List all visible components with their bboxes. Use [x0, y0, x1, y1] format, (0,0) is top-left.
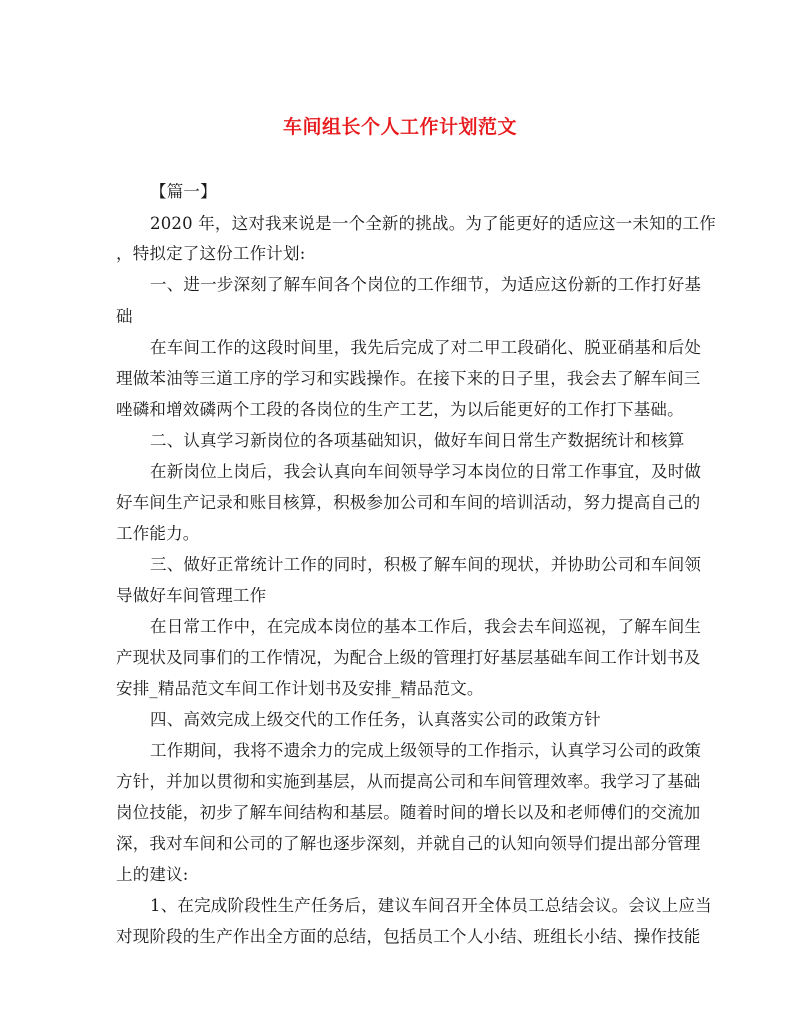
heading-line: 础: [116, 307, 133, 326]
section-heading-part-one: 【篇一】: [150, 182, 217, 201]
paragraph-line: ，特拟定了这份工作计划:: [116, 244, 306, 263]
heading-line: 一、进一步深刻了解车间各个岗位的工作细节，为适应这份新的工作打好基: [150, 275, 702, 294]
heading-line: 二、认真学习新岗位的各项基础知识，做好车间日常生产数据统计和核算: [150, 431, 685, 450]
paragraph-line: 理做苯油等三道工序的学习和实践操作。在接下来的日子里，我会去了解车间三: [116, 369, 701, 388]
paragraph-line: 唑磷和增效磷两个工段的各岗位的生产工艺，为以后能更好的工作打下基础。: [116, 400, 684, 419]
paragraph-line: 产现状及同事们的工作情况，为配合上级的管理打好基层基础车间工作计划书及: [116, 648, 701, 667]
heading-line: 四、高效完成上级交代的工作任务，认真落实公司的政策方针: [150, 710, 601, 729]
paragraph-line: 方针，并加以贯彻和实施到基层，从而提高公司和车间管理效率。我学习了基础: [116, 772, 701, 791]
paragraph-line: 在新岗位上岗后，我会认真向车间领导学习本岗位的日常工作事宜，及时做: [150, 462, 702, 481]
heading-line: 导做好车间管理工作: [116, 586, 267, 605]
heading-line: 三、做好正常统计工作的同时，积极了解车间的现状，并协助公司和车间领: [150, 555, 702, 574]
paragraph-line: 岗位技能，初步了解车间结构和基层。随着时间的增长以及和老师傅们的交流加: [116, 803, 701, 822]
paragraph-line: 工作能力。: [116, 524, 200, 543]
paragraph-line: 工作期间，我将不遗余力的完成上级领导的工作指示，认真学习公司的政策: [150, 741, 702, 760]
paragraph-line: 2020 年，这对我来说是一个全新的挑战。为了能更好的适应这一未知的工作: [150, 214, 716, 233]
document-title: 车间组长个人工作计划范文: [282, 116, 517, 138]
paragraph-line: 安排_精品范文车间工作计划书及安排_精品范文。: [116, 679, 484, 698]
paragraph-line: 在车间工作的这段时间里，我先后完成了对二甲工段硝化、脱亚硝基和后处: [150, 338, 702, 357]
paragraph-line: 1、在完成阶段性生产任务后，建议车间召开全体员工总结会议。会议上应当: [150, 896, 712, 915]
paragraph-line: 对现阶段的生产作出全方面的总结，包括员工个人小结、班组长小结、操作技能: [116, 927, 701, 946]
paragraph-line: 好车间生产记录和账目核算，积极参加公司和车间的培训活动，努力提高自己的: [116, 493, 701, 512]
paragraph-line: 深，我对车间和公司的了解也逐步深刻，并就自己的认知向领导们提出部分管理: [116, 834, 701, 853]
paragraph-line: 上的建议:: [116, 865, 189, 884]
paragraph-line: 在日常工作中，在完成本岗位的基本工作后，我会去车间巡视，了解车间生: [150, 617, 702, 636]
